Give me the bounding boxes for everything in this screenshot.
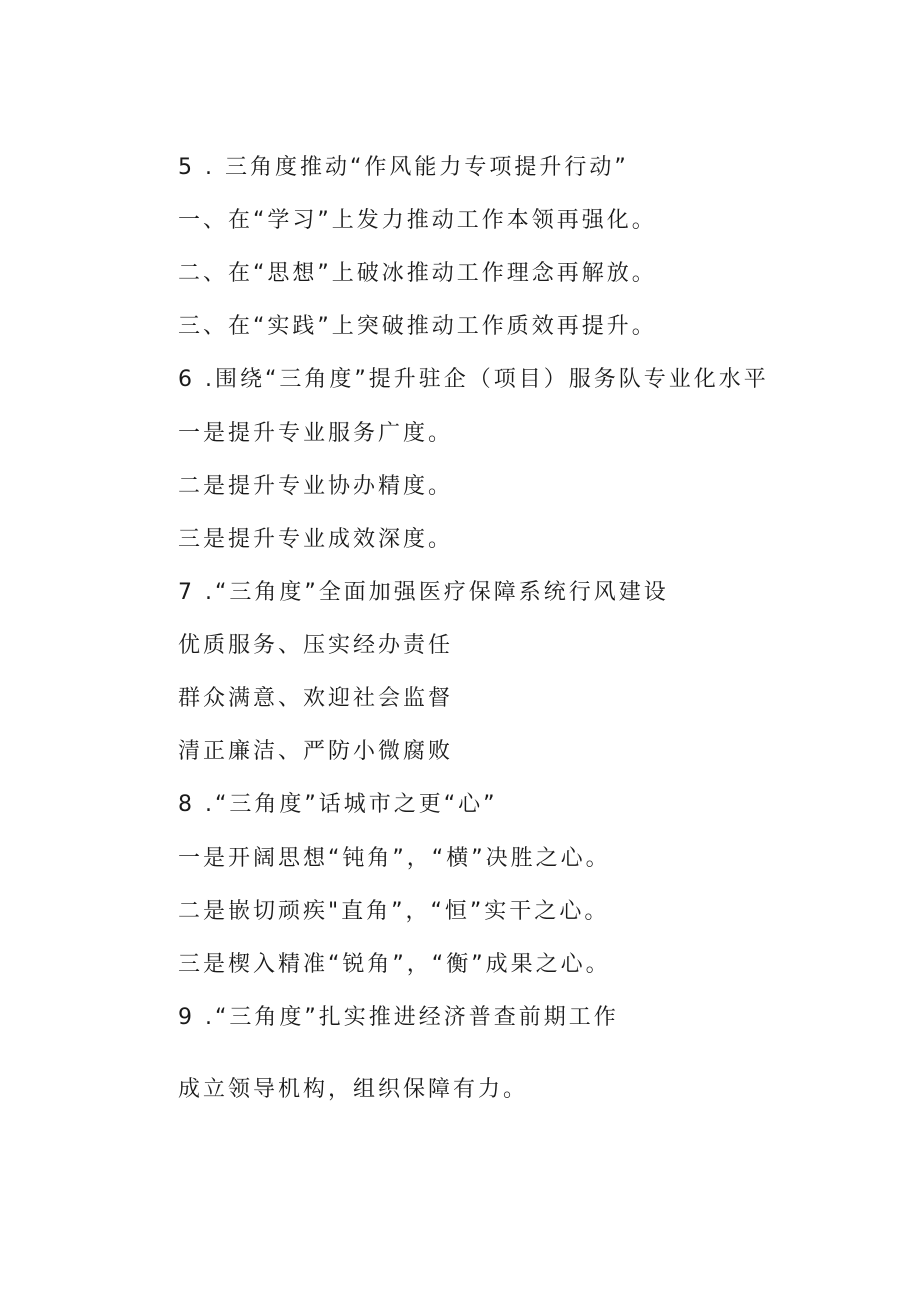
paragraph-line: 三是提升专业成效深度。 [178, 527, 454, 552]
heading-item-7: 7 .“三角度”全面加强医疗保障系统行风建设 [178, 580, 669, 605]
paragraph-line: 三是楔入精准“锐角”，“衡”成果之心。 [178, 952, 611, 977]
paragraph-line: 一、在“学习”上发力推动工作本领再强化。 [178, 208, 657, 233]
paragraph-line: 二是嵌切顽疾"直角”，“恒”实干之心。 [178, 899, 610, 924]
paragraph-line: 二是提升专业协办精度。 [178, 474, 454, 499]
heading-item-9: 9 .“三角度”扎实推进经济普查前期工作 [178, 1005, 619, 1030]
heading-item-5: 5 . 三角度推动“作风能力专项提升行动” [178, 155, 629, 180]
heading-item-8: 8 .“三角度”话城市之更“心” [178, 792, 498, 817]
heading-item-6: 6 .围绕“三角度”提升驻企（项目）服务队专业化水平 [178, 367, 769, 392]
paragraph-line: 一是开阔思想“钝角”，“横”决胜之心。 [178, 846, 611, 871]
paragraph-line: 清正廉洁、严防小微腐败 [178, 739, 454, 764]
paragraph-line: 一是提升专业服务广度。 [178, 421, 454, 446]
paragraph-line: 群众满意、欢迎社会监督 [178, 686, 454, 711]
paragraph-line: 优质服务、压实经办责任 [178, 633, 454, 658]
paragraph-line: 三、在“实践”上突破推动工作质效再提升。 [178, 314, 657, 339]
paragraph-line: 成立领导机构，组织保障有力。 [178, 1077, 529, 1102]
paragraph-line: 二、在“思想”上破冰推动工作理念再解放。 [178, 261, 657, 286]
